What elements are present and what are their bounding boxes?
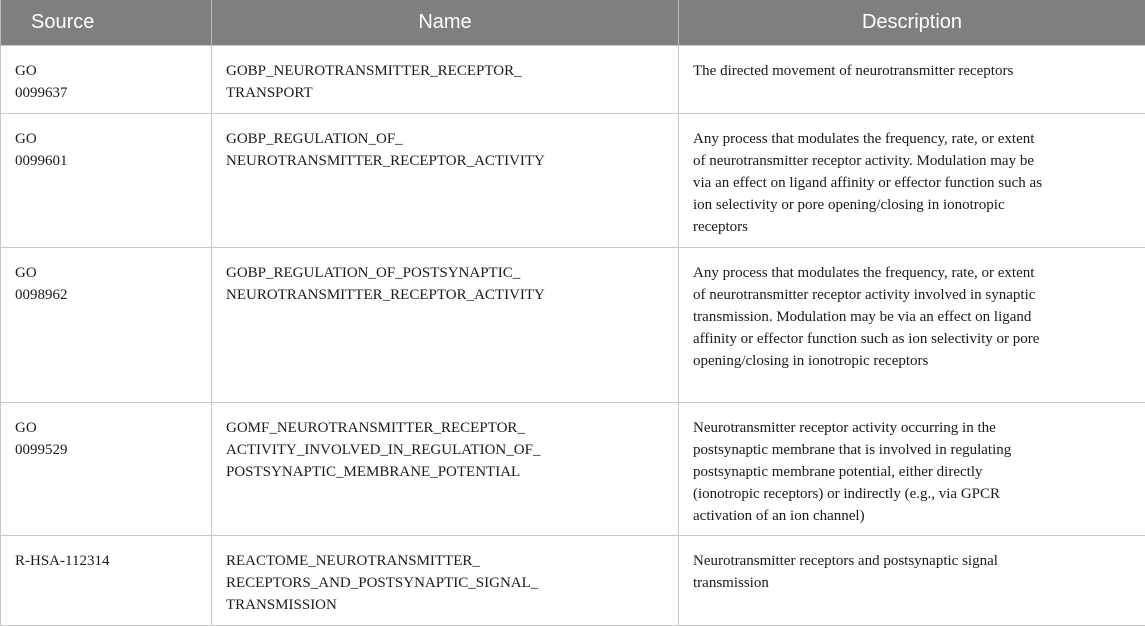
table-body [1, 45, 1145, 625]
header-description: Description [679, 0, 1145, 45]
name-cell: GOBP_REGULATION_OF_POSTSYNAPTIC_ NEUROTRANSMITTER_RECEPTOR_ACTIVITY [212, 247, 679, 402]
source-cell: GO 0099601 [1, 113, 212, 247]
name-cell: GOBP_REGULATION_OF_ NEUROTRANSMITTER_RECEPTOR_ACTIVITY [212, 113, 679, 247]
description-cell: The directed movement of neurotransmitter receptors [679, 45, 1145, 113]
name-cell: GOBP_NEUROTRANSMITTER_RECEPTOR_ TRANSPORT [212, 45, 679, 113]
table-row [1, 45, 1145, 113]
table-row [1, 535, 1145, 625]
source-cell: GO 0099529 [1, 402, 212, 535]
source-cell: GO 0098962 [1, 247, 212, 402]
name-cell: REACTOME_NEUROTRANSMITTER_ RECEPTORS_AND_POSTSYNAPTIC_SIGNAL_ TRANSMISSION [212, 535, 679, 625]
header-name: Name [212, 0, 679, 45]
table-header [1, 0, 1145, 45]
name-cell: GOMF_NEUROTRANSMITTER_RECEPTOR_ ACTIVITY_INVOLVED_IN_REGULATION_OF_ POSTSYNAPTIC_MEMBRANE_POTENTIAL [212, 402, 679, 535]
table-row [1, 402, 1145, 535]
source-cell: GO 0099637 [1, 45, 212, 113]
header-source: Source [1, 0, 212, 45]
source-cell: R-HSA-112314 [1, 535, 212, 625]
description-cell: Any process that modulates the frequency, rate, or extent of neurotransmitter receptor activity involved in synaptic transmission. Modulation may be via an effect on ligand affinity or effector function such as ion selectivity or pore opening/closing in ionotropic receptors [679, 247, 1145, 402]
table-row [1, 247, 1145, 402]
table-row [1, 113, 1145, 247]
description-cell: Any process that modulates the frequency, rate, or extent of neurotransmitter receptor activity. Modulation may be via an effect on ligand affinity or effector function such as ion selectivity or pore opening/closing in ionotropic receptors [679, 113, 1145, 247]
description-cell: Neurotransmitter receptor activity occurring in the postsynaptic membrane that is involved in regulating postsynaptic membrane potential, either directly (ionotropic receptors) or indirectly (e.g., via GPCR activation of an ion channel) [679, 402, 1145, 535]
header-row [1, 0, 1145, 45]
description-cell: Neurotransmitter receptors and postsynaptic signal transmission [679, 535, 1145, 625]
